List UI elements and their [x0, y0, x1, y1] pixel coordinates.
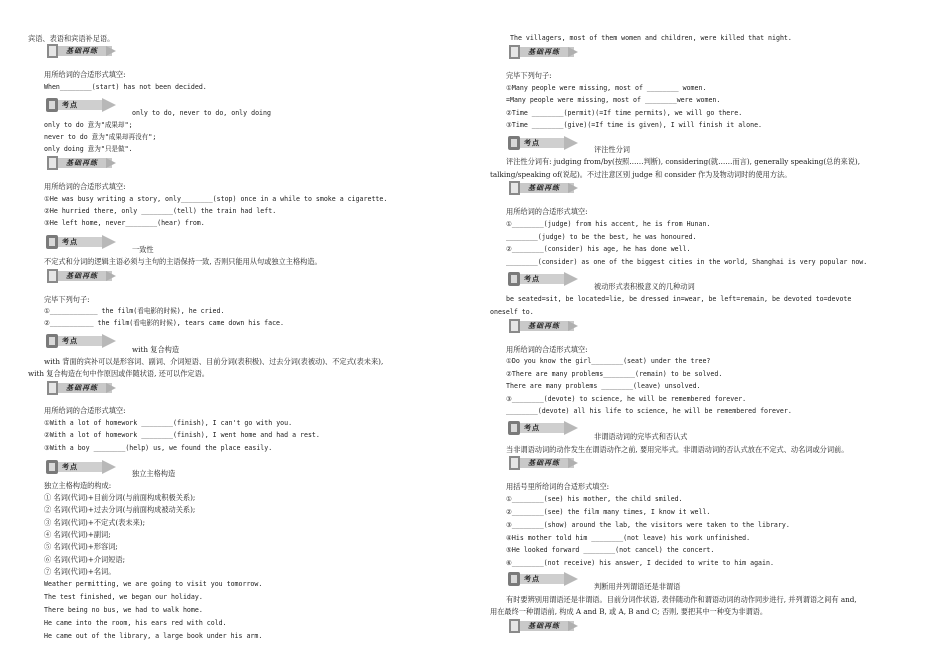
jichu-badge: 基础再练	[506, 44, 580, 60]
exercise-line: ②Time ________(permit)(=If time permits), we will go there.	[506, 109, 743, 117]
note-line: oneself to.	[490, 308, 534, 316]
kaodian-badge: 考点	[506, 135, 580, 151]
kaodian-badge: 考点	[506, 571, 580, 587]
note-line: 不定式和分词的逻辑主语必须与主句的主语保持一致, 否则只能用从句或独立主格构造。	[44, 257, 322, 266]
kaodian-badge: 考点	[506, 420, 580, 436]
point-title: 一致性	[132, 245, 154, 254]
exercise-line: ②________(see) the film many times, I know it well.	[506, 508, 711, 516]
exercise-line: ①____________ the film(看电影的时候), he cried.	[44, 307, 225, 315]
section-title: 用所给词的合适形式填空:	[506, 345, 588, 354]
exercise-line: ②With a lot of homework ________(finish), I went home and had a rest.	[44, 431, 320, 439]
example-line: The villagers, most of them women and children, were killed that night.	[510, 34, 792, 42]
section-title: 用所给词的合适形式填空:	[44, 182, 126, 191]
point-title: with 复合构造	[132, 345, 180, 354]
note-line: 评注性分词有: judging from/by(按照……判断), considering(就……而言), generally speaking(总的来说),	[506, 157, 860, 166]
exercise-line: ②________(consider) his age, he has done well.	[506, 245, 691, 253]
badge-arrow-icon	[506, 271, 580, 287]
exercise-line: =Many people were missing, most of ________were women.	[506, 96, 721, 104]
kaodian-badge: 考点	[44, 97, 118, 113]
note-line: 有时要辨别用谓语还是非谓语。目前分词作状语, 表伴随动作和谓语动词的动作同步进行, 并列谓语之间有 and,	[506, 595, 857, 604]
kaodian-badge: 考点	[44, 333, 118, 349]
exercise-line: ________(devote) all his life to science, he will be remembered forever.	[506, 407, 792, 415]
note-line: talking/speaking of(说起)。不过注意区别 judge 和 consider 作为及物动词时的使用方法。	[490, 170, 792, 179]
note-line: with 复合构造在句中作原因或伴随状语, 还可以作定语。	[28, 369, 209, 378]
exercise-line: ③Time ________(give)(=If time is given), I will finish it alone.	[506, 121, 763, 129]
exercise-line: ②There are many problems________(remain) to be solved.	[506, 370, 723, 378]
section-title: 用所给词的合适形式填空:	[44, 70, 126, 79]
exercise-line: ①Many people were missing, most of ________ women.	[506, 84, 707, 92]
rule-line: ① 名词(代词)+目前分词(与前面构成积极关系);	[44, 493, 196, 502]
exercise-line: ②He hurried there, only ________(tell) the train had left.	[44, 207, 277, 215]
badge-arrow-icon	[44, 333, 118, 349]
example-line: Weather permitting, we are going to visit you tomorrow.	[44, 580, 263, 588]
point-title: 被动形式表积极意义的几种动词	[594, 282, 695, 291]
badge-arrow-icon	[506, 420, 580, 436]
exercise-line: ⑤He looked forward ________(not cancel) the concert.	[506, 546, 715, 554]
example-line: There being no bus, we had to walk home.	[44, 606, 203, 614]
exercise-line: ⑥________(not receive) his answer, I decided to write to him again.	[506, 559, 774, 567]
point-title: 判断用并列谓语还是非谓语	[594, 582, 681, 591]
exercise-line: There are many problems ________(leave) unsolved.	[506, 382, 701, 390]
note-line: be seated=sit, be located=lie, be dressed in=wear, be left=remain, be devoted to=devote	[506, 295, 852, 303]
jichu-badge: 基础再练	[506, 618, 580, 634]
jichu-badge: 基础再练	[506, 318, 580, 334]
example-line: The test finished, we began our holiday.	[44, 593, 203, 601]
rule-line: ⑤ 名词(代词)+形容词;	[44, 542, 118, 551]
point-title: 评注性分词	[594, 145, 630, 154]
rule-line: ④ 名词(代词)+副词;	[44, 530, 111, 539]
exercise-line: ________(judge) to be the best, he was honoured.	[506, 233, 697, 241]
note-line: 独立主格构造的构成:	[44, 481, 112, 490]
section-title: 用括号里所给词的合适形式填空:	[506, 482, 610, 491]
section-title: 完毕下列句子:	[506, 71, 552, 80]
jichu-badge: 基础再练	[44, 43, 118, 59]
section-title: 完毕下列句子:	[44, 295, 90, 304]
exercise-line: ①He was busy writing a story, only________(stop) once in a while to smoke a cigarette.	[44, 195, 388, 203]
kaodian-badge: 考点	[44, 234, 118, 250]
badge-arrow-icon	[506, 135, 580, 151]
badge-arrow-icon	[44, 97, 118, 113]
example-line: He came out of the library, a large book under his arm.	[44, 632, 263, 640]
note-line: never to do 意为"成果却再没有";	[44, 133, 157, 141]
section-title: 用所给词的合适形式填空:	[44, 406, 126, 415]
badge-arrow-icon	[44, 234, 118, 250]
exercise-line: ③________(devote) to science, he will be remembered forever.	[506, 395, 747, 403]
jichu-badge: 基础再练	[44, 155, 118, 171]
exercise-line: ①________(see) his mother, the child smiled.	[506, 495, 683, 503]
exercise-line: ③With a boy ________(help) us, we found the place easily.	[44, 444, 273, 452]
exercise-line: ①With a lot of homework ________(finish), I can't go with you.	[44, 419, 293, 427]
example-line: He came into the room, his ears red with cold.	[44, 619, 227, 627]
jichu-badge: 基础再练	[44, 268, 118, 284]
intro-line: 宾语、表语和宾语补足语。	[28, 34, 115, 43]
rule-line: ② 名词(代词)+过去分词(与前面构成被动关系);	[44, 505, 196, 514]
rule-line: ⑦ 名词(代词)+名词。	[44, 567, 116, 576]
jichu-badge: 基础再练	[506, 455, 580, 471]
exercise-line: ④His mother told him ________(not leave) his work unfinished.	[506, 534, 751, 542]
exercise-line: ②___________ the film(看电影的时候), tears came down his face.	[44, 319, 284, 327]
point-title: 非谓语动词的完毕式和否认式	[594, 432, 688, 441]
note-line: 当非谓语动词的动作发生在谓语动作之前, 要用完毕式。非谓语动词的否认式放在不定式、动名词或分词前。	[506, 445, 849, 454]
badge-arrow-icon	[506, 571, 580, 587]
note-line: only to do 意为"成果却";	[44, 121, 133, 129]
badge-arrow-icon	[44, 459, 118, 475]
point-title: 独立主格构造	[132, 469, 176, 478]
jichu-badge: 基础再练	[506, 180, 580, 196]
rule-line: ⑥ 名词(代词)+介词短语;	[44, 555, 126, 564]
note-line: only doing 意为"只是做".	[44, 145, 133, 153]
note-line: with 背面的宾补可以是形容词、副词、介词短语、目前分词(表积极)、过去分词(表被动)、不定式(表未来),	[44, 357, 384, 366]
exercise-line: ③He left home, never________(hear) from.	[44, 219, 205, 227]
kaodian-badge: 考点	[44, 459, 118, 475]
note-line: 用在最终一种谓语前, 构成 A and B, 或 A, B and C; 否则, 要把其中一种变为非谓语。	[490, 607, 768, 616]
point-title: only to do, never to do, only doing	[132, 109, 271, 117]
exercise-line: ①________(judge) from his accent, he is from Hunan.	[506, 220, 711, 228]
section-title: 用所给词的合适形式填空:	[506, 207, 588, 216]
exercise-line: ③________(show) around the lab, the visitors were taken to the library.	[506, 521, 790, 529]
jichu-badge: 基础再练	[44, 380, 118, 396]
exercise-line: ________(consider) as one of the biggest cities in the world, Shanghai is very popular now.	[506, 258, 868, 266]
exercise-line: When________(start) has not been decided.	[44, 83, 207, 91]
exercise-line: ①Do you know the girl________(seat) under the tree?	[506, 357, 711, 365]
rule-line: ③ 名词(代词)+不定式(表未来);	[44, 518, 146, 527]
kaodian-badge: 考点	[506, 271, 580, 287]
